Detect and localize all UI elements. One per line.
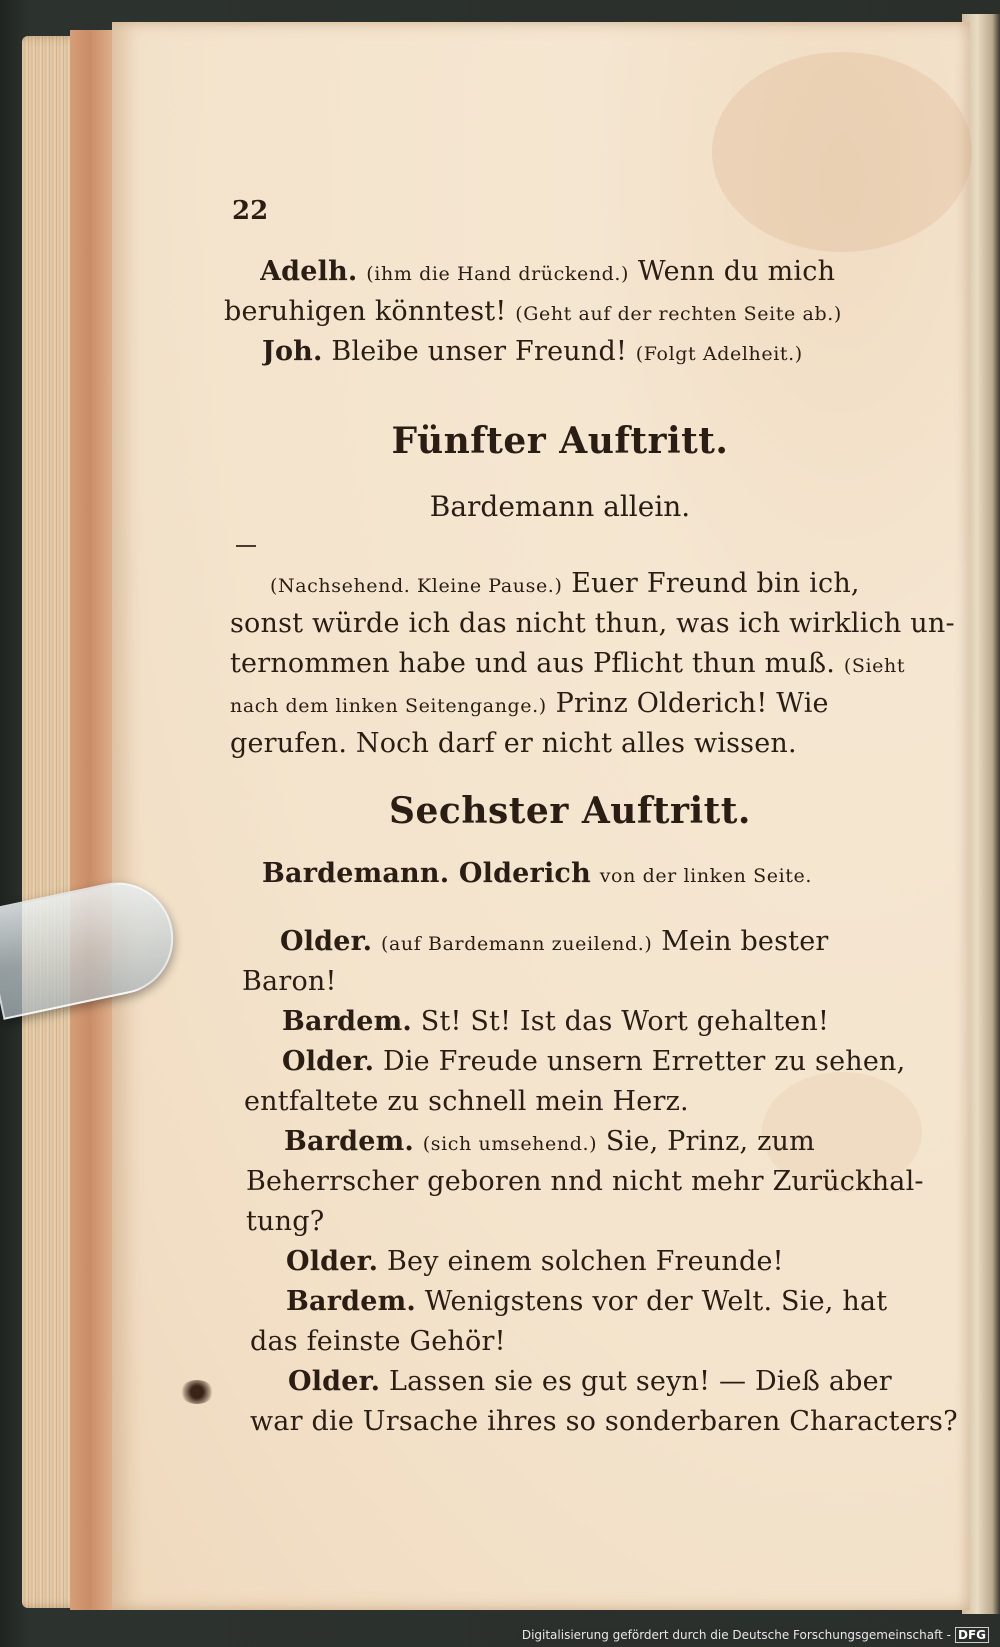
dfg-logo: DFG (955, 1627, 989, 1643)
page-number: 22 (232, 196, 269, 226)
stage-direction: (Nachsehend. Kleine Pause.) (270, 575, 563, 597)
line-text: Euer Freund bin ich, (571, 568, 860, 599)
text-line (260, 254, 835, 292)
line-text: ternommen habe und aus Pflicht thun muß. (230, 648, 836, 679)
line-text: beruhigen könntest! (224, 296, 507, 327)
line-text: Mein bester (661, 926, 829, 957)
line-text: Beherrscher geboren nnd nicht mehr Zurückhal- (246, 1166, 924, 1197)
speaker-name: Older. (280, 926, 373, 957)
line-text: Wenigstens vor der Welt. Sie, hat (424, 1286, 888, 1317)
line-text: Prinz Olderich! Wie (555, 688, 829, 719)
line-text: entfaltete zu schnell mein Herz. (244, 1086, 689, 1117)
ink-blot (180, 1380, 214, 1404)
line-text: gerufen. Noch darf er nicht alles wissen. (230, 728, 797, 759)
text-line (288, 1364, 892, 1400)
text-line (284, 1124, 815, 1162)
text-line (250, 1324, 506, 1360)
line-text: Bleibe unser Freund! (331, 336, 627, 367)
speaker-name: Older. (282, 1046, 375, 1077)
page-text (120, 0, 958, 1647)
stage-direction: (Geht auf der rechten Seite ab.) (515, 303, 842, 325)
text-line (230, 726, 797, 762)
stage-direction: von der linken Seite. (599, 865, 812, 887)
text-line (282, 1044, 905, 1080)
stage-direction: (ihm die Hand drückend.) (366, 263, 630, 285)
speaker-name: Joh. (262, 336, 323, 367)
line-text: Sie, Prinz, zum (605, 1126, 815, 1157)
text-line (230, 606, 955, 642)
ink-mark (236, 545, 256, 547)
stage-direction: (auf Bardemann zueilend.) (380, 933, 653, 955)
line-text: Wenn du mich (637, 256, 836, 287)
line-text: Baron! (242, 966, 337, 997)
text-line (282, 1004, 829, 1040)
scene-heading: Fünfter Auftritt. (391, 420, 729, 462)
text-line (286, 1284, 887, 1320)
text-line (246, 1204, 324, 1240)
speaker-name: Adelh. (260, 256, 358, 287)
stage-direction: (Sieht (843, 655, 906, 677)
speaker-name: Bardem. (284, 1126, 414, 1157)
line-text: Die Freude unsern Erretter zu sehen, (382, 1046, 906, 1077)
stage-direction: (Folgt Adelheit.) (635, 343, 803, 365)
text-line (230, 646, 905, 684)
text-line (280, 924, 829, 962)
text-line (244, 1084, 689, 1120)
text-line (230, 686, 829, 724)
speaker-name: Older. (286, 1246, 379, 1277)
text-line (262, 334, 803, 372)
line-text: tung? (246, 1206, 325, 1237)
stage-direction: nach dem linken Seitengange.) (230, 695, 547, 717)
footer-text: Digitalisierung gefördert durch die Deutsche Forschungsgemeinschaft - (521, 1628, 951, 1642)
line-text: das feinste Gehör! (250, 1326, 506, 1357)
text-line (250, 1404, 958, 1440)
speaker-name: Bardem. (286, 1286, 416, 1317)
line-text: St! St! Ist das Wort gehalten! (420, 1006, 830, 1037)
line-text: Bey einem solchen Freunde! (386, 1246, 784, 1277)
stage-direction: (sich umsehend.) (422, 1133, 598, 1155)
line-text: Lassen sie es gut seyn! — Dieß aber (388, 1366, 892, 1397)
scene-cast: Bardemann allein. (429, 490, 691, 523)
text-line (246, 1164, 924, 1200)
line-text: war die Ursache ihres so sonderbaren Characters? (250, 1406, 958, 1437)
text-line (224, 294, 842, 332)
cast-names: Bardemann. Olderich (262, 858, 591, 889)
scene-cast (262, 856, 812, 894)
text-line (242, 964, 337, 1000)
text-line (286, 1244, 784, 1280)
scene-heading: Sechster Auftritt. (389, 790, 751, 832)
speaker-name: Bardem. (282, 1006, 412, 1037)
line-text: sonst würde ich das nicht thun, was ich wirklich un- (230, 608, 955, 639)
speaker-name: Older. (288, 1366, 381, 1397)
text-line (270, 566, 860, 604)
digitization-footer (519, 1627, 992, 1643)
page-edge-red (70, 30, 118, 1610)
